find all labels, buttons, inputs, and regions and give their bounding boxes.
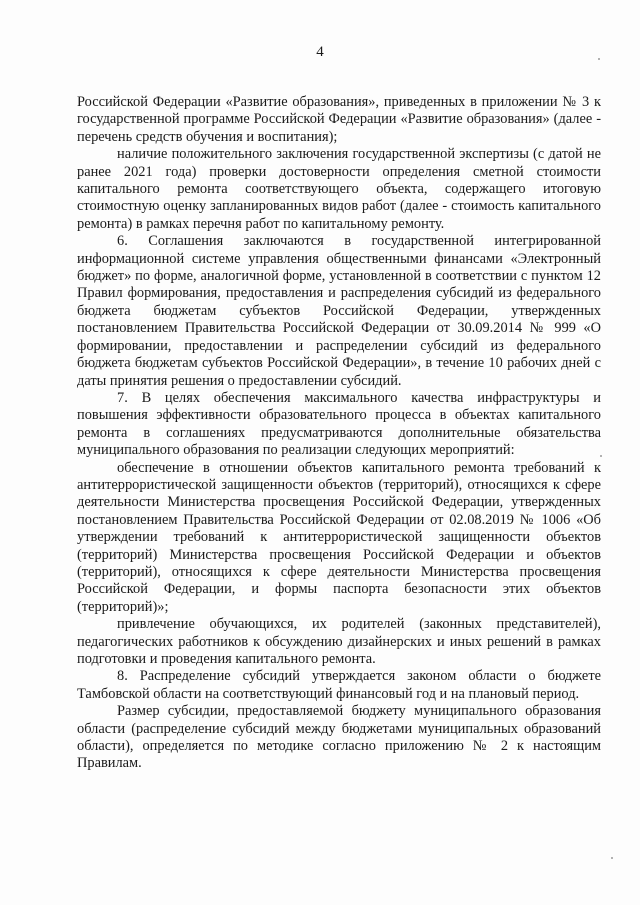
scan-speck xyxy=(611,857,613,859)
paragraph-item-8: 8. Распределение субсидий утверждается законом области о бюджете Тамбовской области на соответствующий финансовый год и на плановый период. xyxy=(77,668,601,702)
paragraph-continuation: Российской Федерации «Развитие образования», приведенных в приложении № 3 к государственной программе Российской Федерации «Развитие образования» (далее - перечень средств обучения и воспитания); xyxy=(77,94,601,145)
paragraph-expertise-condition: наличие положительного заключения государственной экспертизы (с датой не ранее 2021 года) проверки достоверности определения сметной стоимости капитального ремонта соответствующего объекта, содержащего итоговую стоимостную оценку запланированных видов работ (далее - стоимость капитального ремонта) в рамках перечня работ по капитальному ремонту. xyxy=(77,146,601,232)
paragraph-item-7: 7. В целях обеспечения максимального качества инфраструктуры и повышения эффективности образовательного процесса в объектах капитального ремонта в соглашениях предусматриваются дополнительные обязательства муниципального образования по реализации следующих мероприятий: xyxy=(77,389,601,459)
paragraph-antiterror-requirements: обеспечение в отношении объектов капитального ремонта требований к антитеррористической защищенности объектов (территорий), относящихся к сфере деятельности Министерства просвещения Российской Федерации, утвержденных постановлением Правительства Российской Федерации от 02.08.2019 № 1006 «Об утверждении требований к антитеррористической защищенности объектов (территорий) Министерства просвещения Российской Федерации и объектов (территорий), относящихся к сфере деятельности Министерства просвещения Российской Федерации, и формы паспорта безопасности этих объектов (территорий)»; xyxy=(77,459,601,615)
scan-speck xyxy=(598,58,600,60)
body-text xyxy=(77,94,601,773)
paragraph-participant-involvement: привлечение обучающихся, их родителей (законных представителей), педагогических работников к обсуждению дизайнерских и иных решений в рамках подготовки и проведения капитального ремонта. xyxy=(77,616,601,667)
scan-speck xyxy=(600,455,602,457)
page-number: 4 xyxy=(316,44,324,60)
paragraph-item-6: 6. Соглашения заключаются в государственной интегрированной информационной системе управления общественными финансами «Электронный бюджет» по форме, аналогичной форме, установленной в соответствии с пунктом 12 Правил формирования, предоставления и распределения субсидий из федерального бюджета бюджетам субъектов Российской Федерации, утвержденных постановлением Правительства Российской Федерации от 30.09.2014 № 999 «О формировании, предоставлении и распределении субсидий из федерального бюджета бюджетам субъектов Российской Федерации», в течение 10 рабочих дней с даты принятия решения о предоставлении субсидий. xyxy=(77,233,601,389)
paragraph-subsidy-size: Размер субсидии, предоставляемой бюджету муниципального образования области (распределение субсидий между бюджетами муниципальных образований области), определяется по методике согласно приложению № 2 к настоящим Правилам. xyxy=(77,703,601,772)
